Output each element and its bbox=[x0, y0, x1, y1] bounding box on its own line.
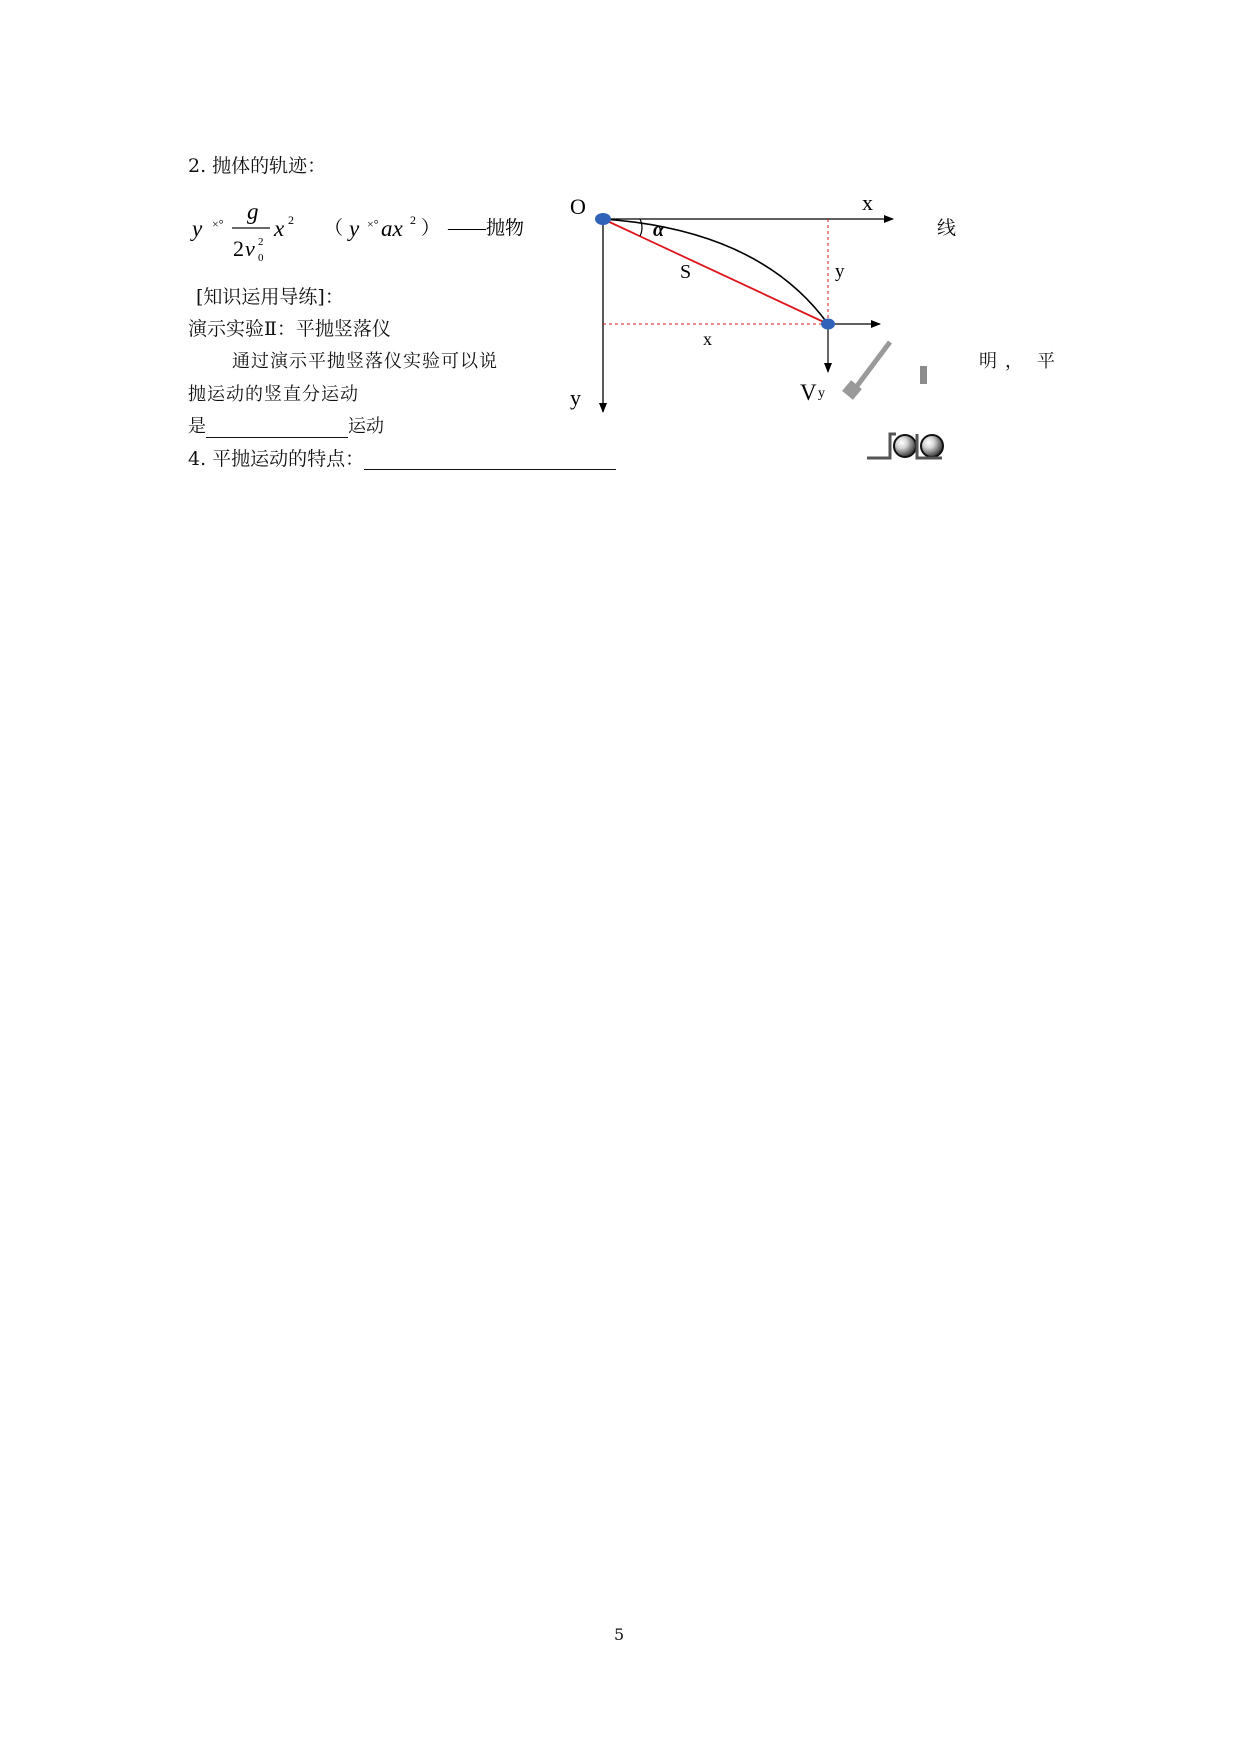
x-segment-label: x bbox=[703, 329, 712, 349]
experiment-title: 演示实验Ⅱ：平抛竖落仪 bbox=[188, 318, 391, 340]
experiment-sentence-ping: 平 bbox=[1037, 351, 1055, 372]
angle-arc bbox=[640, 219, 642, 236]
fill-blank-shi: 是 bbox=[188, 416, 206, 437]
answer-blank[interactable] bbox=[206, 419, 348, 438]
y-axis-label: y bbox=[570, 385, 581, 410]
formula-den-coef: 2 bbox=[233, 236, 244, 261]
y-segment-label: y bbox=[835, 261, 845, 282]
formula-alt-ax: ax bbox=[381, 216, 403, 241]
fill-blank-line bbox=[188, 416, 384, 438]
formula-y: y bbox=[192, 216, 203, 241]
fill-blank-motion: 运动 bbox=[348, 416, 384, 437]
formula-x: x bbox=[274, 216, 285, 241]
experiment-sentence-ming: 明， bbox=[979, 351, 1031, 372]
trajectory-heading: 2. 抛体的轨迹： bbox=[188, 155, 327, 177]
experiment-sentence-line2: 抛运动的竖直分运动 bbox=[188, 384, 359, 405]
vy-label: V bbox=[800, 380, 817, 405]
formula-tail-text: 线 bbox=[937, 217, 957, 239]
formula-x-sup: 2 bbox=[288, 213, 294, 227]
formula-paren-close: ） bbox=[421, 218, 441, 239]
question-4 bbox=[188, 448, 616, 470]
formula-den-var: v bbox=[245, 236, 255, 261]
formula-dash-text: ——抛物 bbox=[448, 218, 525, 239]
alpha-label: α bbox=[653, 219, 665, 241]
formula-den-sub: 0 bbox=[258, 252, 264, 264]
s-label: S bbox=[680, 261, 692, 283]
formula-alt-y: y bbox=[349, 216, 360, 241]
knowledge-heading: [知识运用导练]： bbox=[196, 286, 344, 308]
page-number: 5 bbox=[614, 1625, 625, 1644]
trajectory-formula bbox=[188, 198, 548, 270]
formula-alt-op: ×° bbox=[367, 217, 379, 231]
formula-alt-sup: 2 bbox=[410, 213, 416, 227]
formula-numerator: g bbox=[247, 199, 259, 224]
formula-den-sup: 2 bbox=[258, 236, 264, 248]
formula-paren-open: （ bbox=[324, 218, 344, 239]
experiment-sentence-start: 通过演示平抛竖落仪实验可以说 bbox=[232, 351, 498, 372]
displacement-line bbox=[603, 219, 828, 324]
vy-subscript: y bbox=[818, 386, 825, 401]
end-ball bbox=[821, 319, 835, 330]
formula-graphic bbox=[188, 198, 548, 270]
x-axis-label: x bbox=[862, 190, 873, 215]
question-4-label: 4. 平抛运动的特点： bbox=[188, 448, 365, 470]
drop-apparatus-illustration bbox=[842, 342, 943, 458]
origin-label: O bbox=[570, 194, 586, 219]
start-ball bbox=[595, 213, 611, 225]
formula-garbled-op: ×° bbox=[212, 217, 224, 231]
projectile-diagram bbox=[560, 190, 960, 470]
